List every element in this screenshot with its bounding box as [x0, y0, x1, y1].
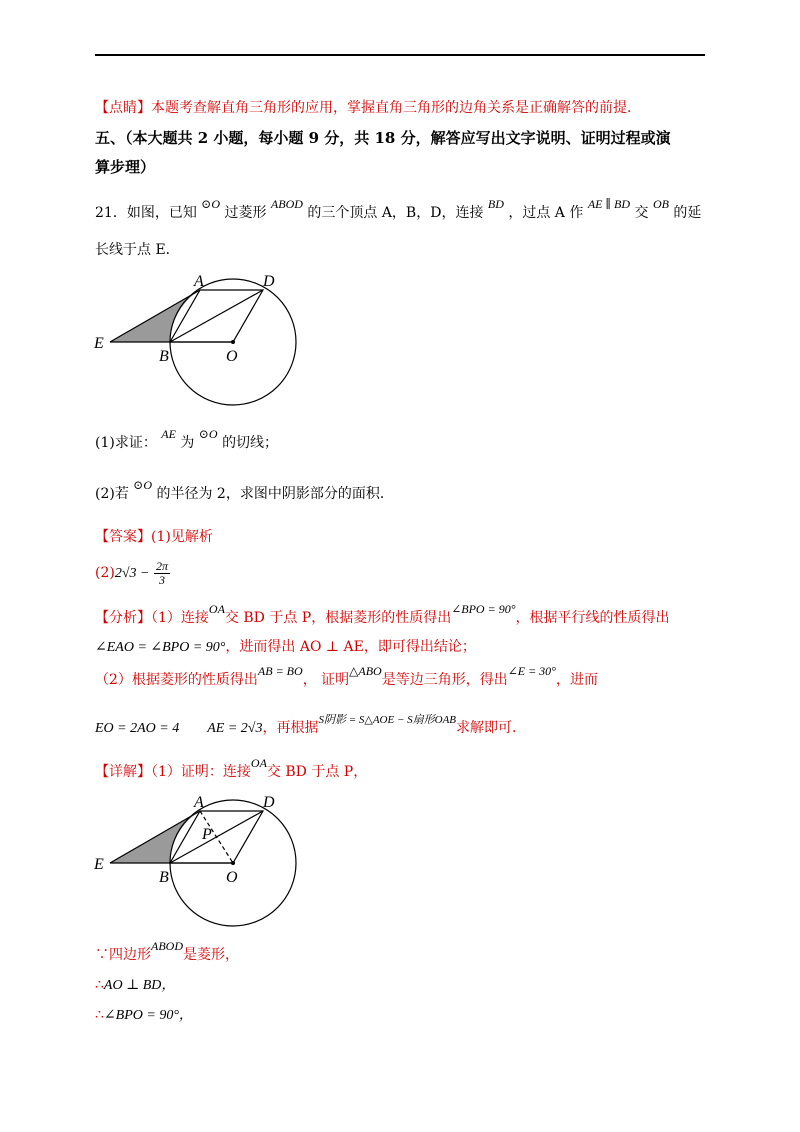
- part1-line: [95, 427, 279, 453]
- answer-expr: 2√3 −: [114, 566, 150, 581]
- detail-tag: 【详解】: [95, 764, 151, 780]
- tip-text: 本题考查解直角三角形的应用，掌握直角三角形的边角关系是正确解答的前提．: [151, 100, 641, 116]
- proof-line2: [95, 975, 175, 996]
- analysis-text: （1）连接: [151, 610, 209, 626]
- answer-tag: 【答案】: [95, 529, 151, 545]
- answer-fraction: [154, 560, 170, 587]
- math-ae-value: AE = 2√3: [207, 721, 263, 736]
- proof-text: 四边形: [109, 947, 151, 963]
- part1-text-b: 为: [180, 435, 195, 451]
- center-dot: [231, 340, 235, 344]
- label-b: B: [159, 869, 169, 886]
- label-e: E: [94, 335, 104, 352]
- analysis-text: 是等边三角形，得出: [381, 672, 508, 688]
- math-abod: ABOD: [151, 939, 183, 953]
- question-text-1: 21．如图，已知: [95, 205, 197, 221]
- analysis-line3: [95, 664, 598, 690]
- proof-line3: [95, 1005, 193, 1026]
- center-dot: [231, 861, 235, 865]
- question-text-2: 过菱形: [224, 205, 267, 221]
- label-a: A: [194, 273, 204, 290]
- math-triangle-abo: △ABO: [349, 664, 382, 678]
- analysis-text: ，根据平行线的性质得出: [515, 610, 670, 626]
- analysis-line2: [95, 637, 476, 658]
- question-line2: 长线于点 E．: [95, 242, 180, 258]
- math-ae-parallel-bd: AE ∥ BD: [587, 197, 631, 211]
- analysis-text: （2）根据菱形的性质得出: [95, 672, 258, 688]
- label-o: O: [226, 348, 238, 365]
- question-text-3: 的三个顶点 A，B，D，连接: [307, 205, 484, 221]
- answer-line2: [95, 558, 170, 589]
- part2-text-b: 的半径为 2，求图中阴影部分的面积．: [156, 486, 394, 502]
- part1-text-a: (1)求证：: [95, 435, 157, 451]
- analysis-text: 交 BD 于点 P，根据菱形的性质得出: [224, 610, 452, 626]
- label-e: E: [94, 856, 104, 873]
- proof-text: 是菱形，: [183, 947, 239, 963]
- math-oa: OA: [208, 602, 225, 616]
- tip-line: [95, 98, 641, 118]
- answer-line1: [95, 527, 213, 547]
- fraction-numerator: 2π: [155, 558, 168, 573]
- question-text-6: 的延: [673, 205, 702, 221]
- analysis-text: 求解即可．: [456, 720, 527, 736]
- section-heading-line2: 算步理）: [95, 158, 156, 176]
- label-o: O: [226, 869, 238, 886]
- section-heading-line1: 五、（本大题共 2 小题，每小题 9 分，共 18 分，解答应写出文字说明、证明过程或演: [95, 129, 671, 147]
- proof-line1: [95, 939, 239, 965]
- math-angle-eao: ∠EAO = ∠BPO = 90°: [95, 640, 226, 655]
- fraction-denominator: 3: [158, 572, 165, 587]
- math-ae: AE: [161, 427, 176, 441]
- question-line1: [95, 197, 702, 223]
- question-text-4: ，过点 A 作: [508, 205, 584, 221]
- part2-text-a: (2)若: [95, 486, 129, 502]
- therefore-symbol: ∴: [95, 1007, 104, 1023]
- part2-line: [95, 478, 394, 504]
- figure-circle-rhombus-1: [90, 268, 320, 408]
- label-a: A: [194, 794, 204, 811]
- math-angle-e: ∠E = 30°: [507, 664, 556, 678]
- math-abod: ABOD: [270, 197, 303, 211]
- analysis-text: ，进而: [555, 672, 598, 688]
- math-ob: OB: [652, 197, 669, 211]
- math-angle-bpo: ∠BPO = 90°: [451, 602, 516, 616]
- analysis-text: ，再根据: [262, 720, 319, 736]
- math-area-formula: S阴影 = S△AOE − S扇形OAB: [318, 714, 457, 726]
- label-b: B: [159, 348, 169, 365]
- math-circle-o: ⊙O: [133, 478, 153, 492]
- analysis-line1: [95, 602, 670, 628]
- math-ab-bo: AB = BO: [257, 664, 303, 678]
- label-p: P: [202, 826, 212, 843]
- figure-circle-rhombus-2: [90, 792, 320, 932]
- analysis-line4: [95, 714, 527, 739]
- question-text-5: 交: [634, 205, 649, 221]
- therefore-symbol: ∴: [95, 977, 104, 993]
- label-d: D: [263, 794, 275, 811]
- math-circle-o: ⊙O: [198, 427, 218, 441]
- answer-part1: (1)见解析: [151, 529, 213, 545]
- label-d: D: [263, 273, 275, 290]
- analysis-text: ，进而得出 AO ⊥ AE，即可得出结论；: [225, 639, 476, 655]
- detail-text: 交 BD 于点 P，: [266, 764, 368, 780]
- part1-text-c: 的切线；: [222, 435, 279, 451]
- math-bd: BD: [487, 197, 504, 211]
- math-eo: EO = 2AO = 4: [95, 721, 180, 736]
- math-ao-perp-bd: AO ⊥ BD，: [103, 978, 176, 993]
- math-angle-bpo: ∠BPO = 90°，: [103, 1008, 193, 1023]
- because-symbol: ∵: [95, 947, 109, 963]
- math-circle-o: ⊙O: [201, 197, 221, 211]
- detail-text: （1）证明：连接: [151, 764, 251, 780]
- analysis-tag: 【分析】: [95, 610, 151, 626]
- detail-line1: [95, 756, 368, 782]
- answer-part2-prefix: (2): [95, 565, 115, 581]
- header-rule: [95, 54, 705, 56]
- analysis-text: ， 证明: [302, 672, 350, 688]
- math-oa: OA: [250, 756, 267, 770]
- tip-tag: 【点睛】: [95, 100, 151, 116]
